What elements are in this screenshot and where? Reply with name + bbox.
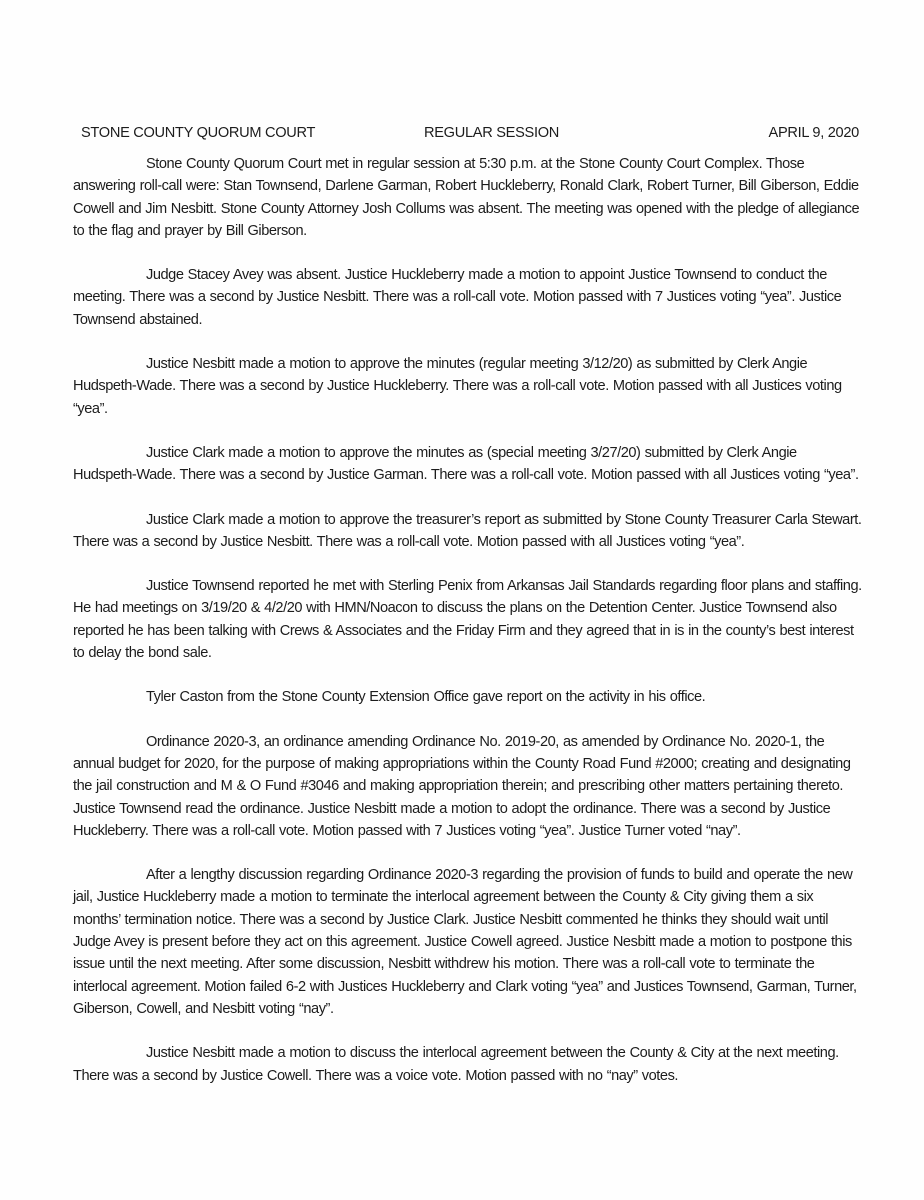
paragraph-special-minutes: Justice Clark made a motion to approve the minutes as (special meeting 3/27/20) submitted by Clerk Angie Hudspeth-Wade. There was a second by Justice Garman. There was a roll-call vote. Motion passed with all Justices voting “yea”. [73,444,859,484]
court-name: STONE COUNTY QUORUM COURT [81,125,316,141]
paragraph-jail-report: Justice Townsend reported he met with Sterling Penix from Arkansas Jail Standards regarding floor plans and staffing. He had meetings on 3/19/20 & 4/2/20 with HMN/Noacon to discuss the plans on the Detention Center. Justice Townsend also reported he has been talking with Crews & Associates and the Friday Firm and they agreed that in is in the county’s best interest to delay the bond sale. [73,578,862,662]
paragraph-extension-office: Tyler Caston from the Stone County Extension Office gave report on the activity in his office. [146,689,706,706]
paragraph-roll-call: Stone County Quorum Court met in regular session at 5:30 p.m. at the Stone County Court Complex. Those answering roll-call were: Stan Townsend, Darlene Garman, Robert Huckleberry, Ronald Clark, Robert Turner, Bill Giberson, Eddie Cowell and Jim Nesbitt. Stone County Attorney Josh Collums was absent. The meeting was opened with the pledge of allegiance to the flag and prayer by Bill Giberson. [73,156,860,239]
document-header [81,125,859,145]
meeting-date: APRIL 9, 2020 [768,125,859,141]
paragraph-regular-minutes: Justice Nesbitt made a motion to approve the minutes (regular meeting 3/12/20) as submitted by Clerk Angie Hudspeth-Wade. There was a second by Justice Huckleberry. There was a roll-call vote. Motion passed with all Justices voting “yea”. [73,356,842,417]
paragraph-ordinance: Ordinance 2020-3, an ordinance amending Ordinance No. 2019-20, as amended by Ordinance No. 2020-1, the annual budget for 2020, for the purpose of making appropriations within the County Road Fund #2000; creating and designating the jail construction and M & O Fund #3046 and making appropriation therein; and prescribing other matters pertaining thereto. Justice Townsend read the ordinance. Justice Nesbitt made a motion to adopt the ordinance. There was a second by Justice Huckleberry. There was a roll-call vote. Motion passed with 7 Justices voting “yea”. Justice Turner voted “nay”. [73,733,851,839]
paragraph-next-meeting: Justice Nesbitt made a motion to discuss the interlocal agreement between the County & City at the next meeting. There was a second by Justice Cowell. There was a voice vote. Motion passed with no “nay” votes. [73,1045,839,1084]
minutes-body [73,153,863,1109]
paragraph-treasurer-report: Justice Clark made a motion to approve the treasurer’s report as submitted by Stone County Treasurer Carla Stewart. There was a second by Justice Nesbitt. There was a roll-call vote. Motion passed with all Justices voting “yea”. [73,511,862,550]
paragraph-appoint-chair: Judge Stacey Avey was absent. Justice Huckleberry made a motion to appoint Justice Townsend to conduct the meeting. There was a second by Justice Nesbitt. There was a roll-call vote. Motion passed with 7 Justices voting “yea”. Justice Townsend abstained. [73,267,842,328]
session-type: REGULAR SESSION [424,125,559,141]
paragraph-interlocal-vote: After a lengthy discussion regarding Ordinance 2020-3 regarding the provision of funds to build and operate the new jail, Justice Huckleberry made a motion to terminate the interlocal agreement between the County & City giving them a six months’ termination notice. There was a second by Justice Clark. Justice Nesbitt commented he thinks they should wait until Judge Avey is present before they act on this agreement. Justice Cowell agreed. Justice Nesbitt made a motion to postpone this issue until the next meeting. After some discussion, Nesbitt withdrew his motion. There was a roll-call vote to terminate the interlocal agreement. Motion failed 6-2 with Justices Huckleberry and Clark voting “yea” and Justices Townsend, Garman, Turner, Giberson, Cowell, and Nesbitt voting “nay”. [73,867,857,1017]
